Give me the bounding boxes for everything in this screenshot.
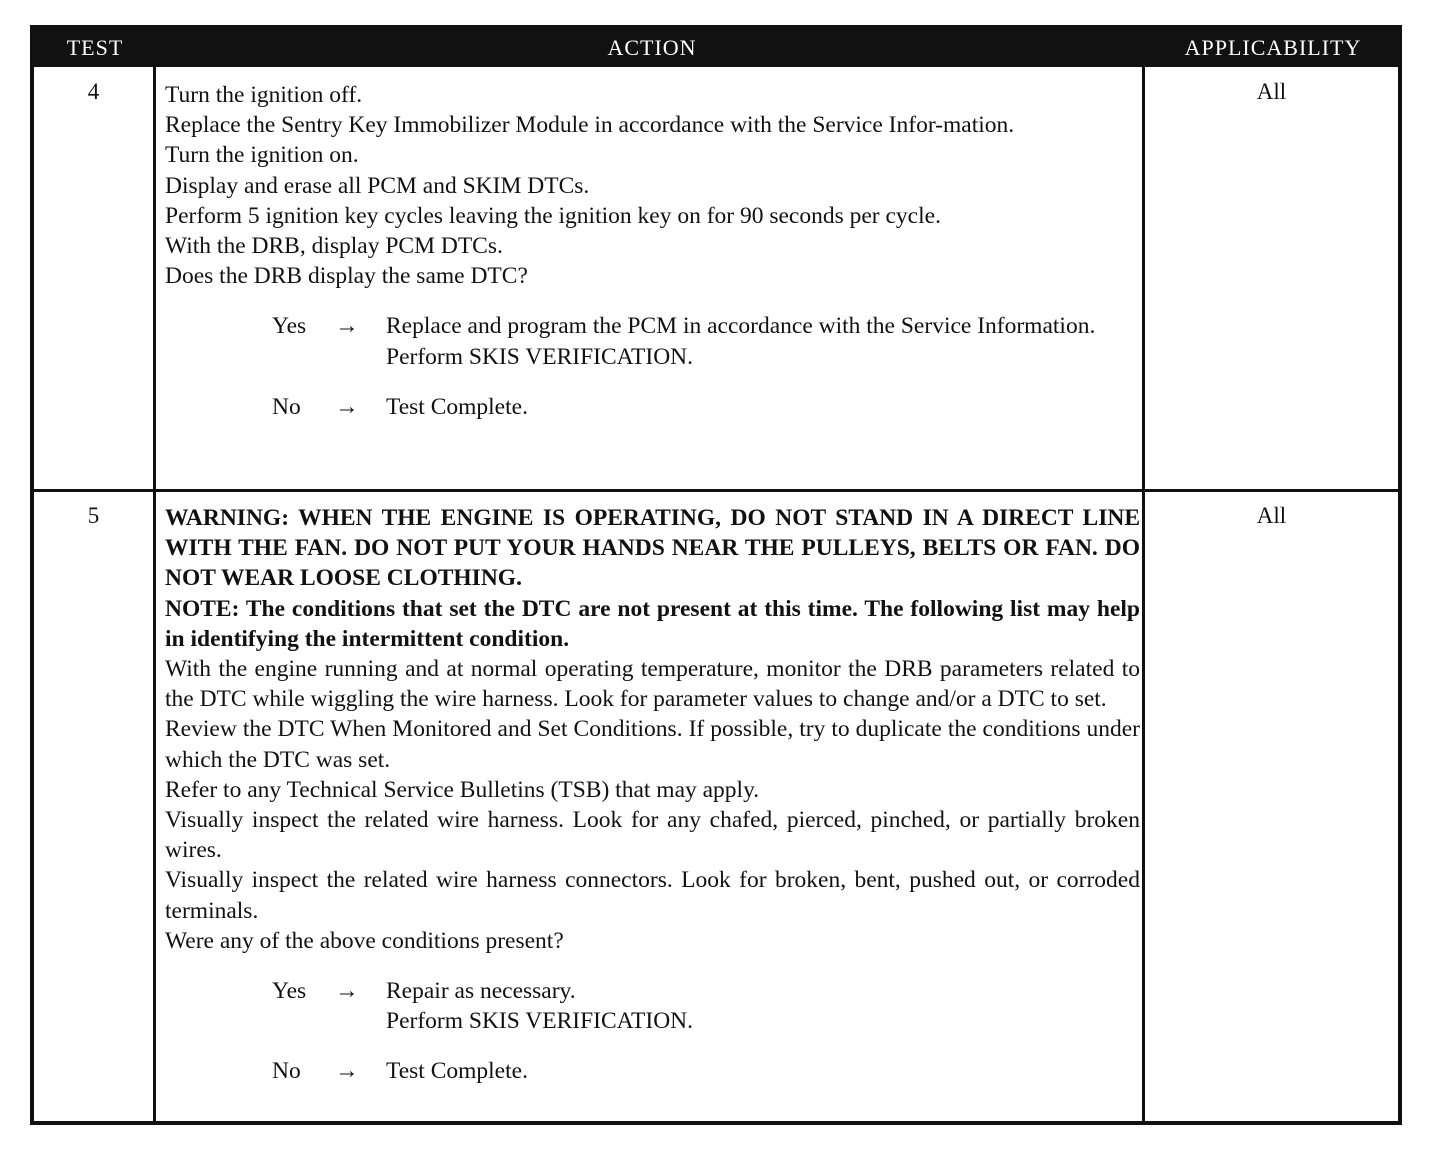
action-line: With the engine running and at normal operating temperature, monitor the DRB parameters related to the DTC while wiggling the wire harness. Look for parameter values to change and/or a DTC to set. <box>165 656 1140 713</box>
note-text: NOTE: The conditions that set the DTC are not present at this time. The following list may help in identifying the intermittent condition. <box>165 595 1140 652</box>
test-number: 4 <box>87 79 100 104</box>
applicability-value: All <box>1256 79 1287 104</box>
arrow-icon: → <box>335 393 359 420</box>
action-line: Visually inspect the related wire harness connectors. Look for broken, bent, pushed out, or corroded terminals. <box>165 867 1140 924</box>
test-number: 5 <box>87 503 100 528</box>
action-question: Does the DRB display the same DTC? <box>165 263 528 290</box>
yes-label: Yes <box>272 978 307 1005</box>
action-cell <box>165 80 1140 422</box>
yes-action: Perform SKIS VERIFICATION. <box>386 343 694 370</box>
arrow-icon: → <box>335 313 359 340</box>
action-line: Perform 5 ignition key cycles leaving the ignition key on for 90 seconds per cycle. <box>165 202 941 229</box>
header-test: TEST <box>66 35 124 60</box>
table-header <box>34 29 1398 67</box>
no-label: No <box>272 393 301 420</box>
diagnostic-table <box>30 25 1402 1125</box>
yes-action: Replace and program the PCM in accordance with the Service Information. <box>386 313 1096 340</box>
action-line: Visually inspect the related wire harness. Look for any chafed, pierced, pinched, or partially broken wires. <box>165 807 1140 864</box>
yes-branch <box>165 311 1140 371</box>
action-line: Refer to any Technical Service Bulletins (TSB) that may apply. <box>165 776 760 803</box>
action-line: Turn the ignition on. <box>165 142 359 169</box>
header-applicability: APPLICABILITY <box>1184 35 1362 60</box>
header-action: ACTION <box>607 35 697 60</box>
arrow-icon: → <box>335 1058 359 1085</box>
action-line: Review the DTC When Monitored and Set Conditions. If possible, try to duplicate the conditions under which the DTC was set. <box>165 716 1140 773</box>
no-branch <box>165 392 1140 422</box>
action-line: With the DRB, display PCM DTCs. <box>165 233 503 260</box>
yes-label: Yes <box>272 313 307 340</box>
no-label: No <box>272 1058 301 1085</box>
column-divider-test <box>153 67 156 1125</box>
column-divider-applicability <box>1142 67 1145 1125</box>
yes-action: Perform SKIS VERIFICATION. <box>386 1008 694 1035</box>
action-line: Replace the Sentry Key Immobilizer Module in accordance with the Service Infor-mation. <box>165 112 1015 139</box>
no-branch <box>165 1056 1140 1086</box>
applicability-value: All <box>1256 503 1287 528</box>
action-question: Were any of the above conditions present? <box>165 927 564 954</box>
action-cell <box>165 503 1140 1087</box>
no-action: Test Complete. <box>386 1058 528 1085</box>
row-divider <box>34 489 1398 492</box>
warning-text: WARNING: WHEN THE ENGINE IS OPERATING, DO NOT STAND IN A DIRECT LINE WITH THE FAN. DO NOT PUT YOUR HANDS NEAR THE PULLEYS, BELTS OR FAN. DO NOT WEAR LOOSE CLOTHING. <box>165 505 1140 592</box>
action-line: Display and erase all PCM and SKIM DTCs. <box>165 172 590 199</box>
arrow-icon: → <box>335 978 359 1005</box>
yes-action: Repair as necessary. <box>386 978 576 1005</box>
yes-branch <box>165 976 1140 1036</box>
no-action: Test Complete. <box>386 393 528 420</box>
action-line: Turn the ignition off. <box>165 82 363 108</box>
